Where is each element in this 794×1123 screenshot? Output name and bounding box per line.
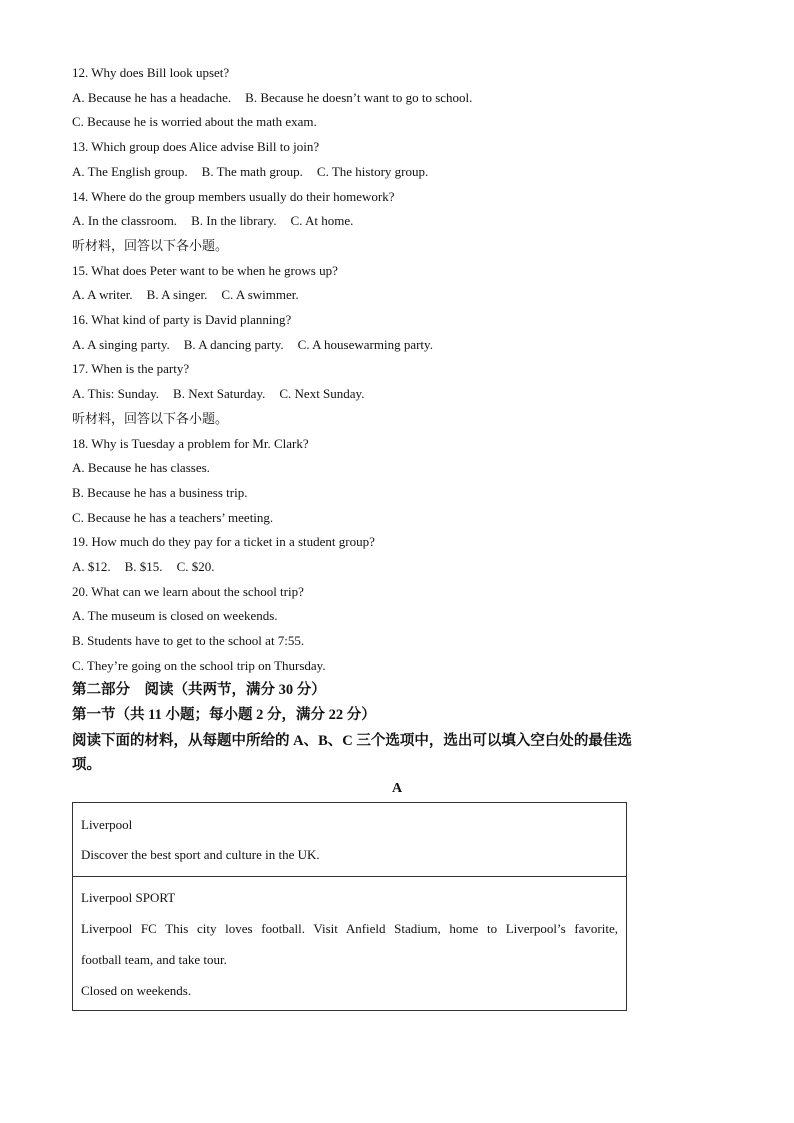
option-a: A. This: Sunday.	[72, 386, 160, 401]
option-b: B. $15.	[124, 559, 163, 574]
question-15: 15. What does Peter want to be when he grows up?	[72, 263, 338, 278]
option-b: B. The math group.	[201, 164, 303, 179]
question-14	[72, 189, 395, 205]
question-13-options	[72, 164, 428, 180]
option-a: A. The English group.	[72, 164, 188, 179]
option-c: C. $20.	[176, 559, 215, 574]
question-18: 18. Why is Tuesday a problem for Mr. Clark?	[72, 436, 309, 451]
option-c: C. Because he is worried about the math exam.	[72, 114, 317, 129]
listening-instruction: 听材料，回答以下各小题。	[72, 238, 229, 253]
row-text-line: Liverpool FC This city loves football. Visit Anfield Stadium, home to Liverpool’s favorite,	[81, 921, 618, 936]
option-a: A. In the classroom.	[72, 213, 178, 228]
option-c: C. At home.	[290, 213, 354, 228]
question-12	[72, 65, 229, 81]
question-20: 20. What can we learn about the school trip?	[72, 584, 304, 599]
question-text: Which group does Alice advise Bill to join?	[91, 139, 320, 154]
question-15-options	[72, 287, 299, 303]
row-text-line: football team, and take tour.	[81, 952, 227, 967]
question-text: Why does Bill look upset?	[91, 65, 230, 80]
question-17: 17. When is the party?	[72, 361, 190, 376]
section-one-title: 第一节（共 11 小题；每小题 2 分，满分 22 分）	[72, 707, 376, 723]
question-19: 19. How much do they pay for a ticket in a student group?	[72, 534, 375, 549]
option-c: C. The history group.	[316, 164, 429, 179]
question-14-options	[72, 213, 353, 229]
option-b: B. A singer.	[146, 287, 208, 302]
option-c: C. A swimmer.	[221, 287, 299, 302]
row-text-line: Closed on weekends.	[81, 983, 192, 998]
option-a: A. The museum is closed on weekends.	[72, 608, 278, 623]
option-b: B. Because he doesn’t want to go to school.	[245, 90, 473, 105]
option-c: C. A housewarming party.	[297, 337, 433, 352]
option-b: B. Students have to get to the school at 7:55.	[72, 633, 305, 648]
table-row	[73, 803, 626, 877]
question-text: Where do the group members usually do their homework?	[91, 189, 395, 204]
option-b: B. In the library.	[191, 213, 277, 228]
option-a: A. Because he has classes.	[72, 460, 210, 475]
option-a: A. A singing party.	[72, 337, 170, 352]
option-b: B. Next Saturday.	[173, 386, 266, 401]
row-title: Liverpool SPORT	[81, 890, 176, 905]
question-16: 16. What kind of party is David planning?	[72, 312, 292, 327]
option-a: A. A writer.	[72, 287, 133, 302]
option-a: A. $12.	[72, 559, 111, 574]
question-number: 13.	[72, 139, 89, 154]
row-title: Liverpool	[81, 817, 133, 832]
question-16-options	[72, 337, 433, 353]
option-c: C. Because he has a teachers’ meeting.	[72, 510, 274, 525]
listening-instruction: 听材料，回答以下各小题。	[72, 411, 229, 426]
passage-letter: A	[391, 781, 403, 796]
question-19-options	[72, 559, 214, 575]
option-b: B. A dancing party.	[183, 337, 284, 352]
option-b: B. Because he has a business trip.	[72, 485, 248, 500]
question-17-options	[72, 386, 364, 402]
option-c: C. They’re going on the school trip on Thursday.	[72, 658, 326, 673]
row-text: Discover the best sport and culture in the UK.	[81, 847, 320, 862]
question-12-options-line-1	[72, 90, 472, 106]
passage-table	[72, 802, 627, 1011]
reading-instruction-line-2: 项。	[72, 757, 101, 773]
reading-instruction-line-1: 阅读下面的材料，从每题中所给的 A、B、C 三个选项中，选出可以填入空白处的最佳选	[72, 733, 632, 749]
option-a: A. Because he has a headache.	[72, 90, 232, 105]
question-number: 12.	[72, 65, 89, 80]
question-13	[72, 139, 319, 155]
option-c: C. Next Sunday.	[279, 386, 365, 401]
part-two-title: 第二部分 阅读（共两节，满分 30 分）	[72, 682, 326, 698]
question-12-options-line-2	[72, 114, 317, 130]
question-number: 14.	[72, 189, 89, 204]
